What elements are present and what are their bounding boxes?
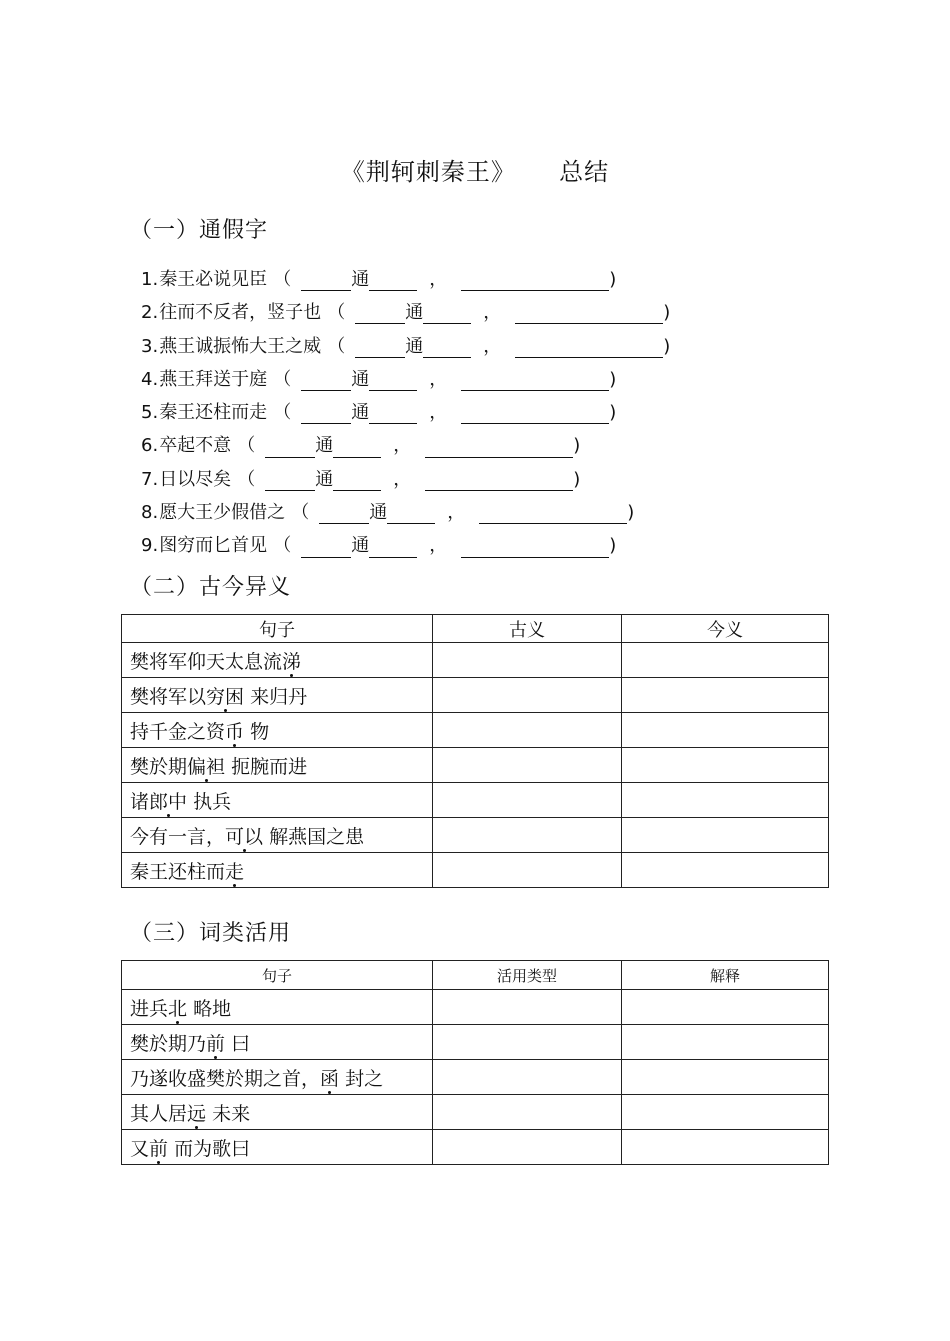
blank-meaning[interactable]: [515, 301, 663, 324]
table-row: [122, 783, 829, 818]
emphasized-word: 北: [168, 997, 188, 1020]
answer-cell[interactable]: [622, 853, 829, 888]
item-number: 5.: [141, 402, 159, 424]
tong-label: 通: [405, 335, 424, 357]
section-heading-gujin: （二）古今异义: [130, 575, 292, 600]
list-item: [141, 463, 670, 496]
sentence-cell: [122, 783, 433, 818]
tong-label: 通: [315, 435, 334, 457]
list-item: [141, 396, 670, 429]
item-sentence: 燕王拜送于庭: [159, 368, 268, 390]
item-number: 8.: [141, 502, 159, 524]
list-item: [141, 496, 670, 529]
answer-cell[interactable]: [622, 1025, 829, 1060]
table-row: [122, 678, 829, 713]
sentence-text-post: 曰: [225, 1032, 251, 1055]
item-number: 3.: [141, 335, 159, 357]
tong-label: 通: [351, 402, 370, 424]
open-paren: （: [273, 368, 292, 390]
emphasized-word: 远: [187, 1102, 207, 1125]
table-row: [122, 713, 829, 748]
sentence-text-post: 来归丹: [244, 685, 308, 708]
blank-original-char[interactable]: [265, 468, 315, 491]
answer-cell[interactable]: [433, 1095, 622, 1130]
emphasized-word: 前: [149, 1137, 169, 1160]
answer-cell[interactable]: [622, 713, 829, 748]
close-paren: ): [609, 535, 617, 557]
open-paren: （: [327, 302, 346, 324]
list-item: [141, 529, 670, 562]
sentence-text-post: 略地: [187, 997, 232, 1020]
tong-label: 通: [351, 535, 370, 557]
header-ancient-meaning: 古义: [433, 615, 622, 643]
table-row: [122, 1095, 829, 1130]
sentence-text-pre: 诸: [130, 790, 150, 813]
header-sentence: 句子: [122, 961, 433, 990]
sentence-text-post: 封之: [339, 1067, 384, 1090]
emphasized-word: 可以: [225, 825, 264, 848]
item-sentence: 燕王诚振怖大王之威: [159, 335, 322, 357]
answer-cell[interactable]: [433, 1025, 622, 1060]
close-paren: ): [663, 335, 671, 357]
answer-cell[interactable]: [433, 1060, 622, 1095]
sentence-text-pre: 樊於期: [130, 755, 188, 778]
sentence-text-pre: 又: [130, 1137, 150, 1160]
item-sentence: 秦王必说见臣: [159, 269, 268, 290]
list-item: [141, 330, 670, 363]
blank-original-char[interactable]: [265, 435, 315, 458]
section-heading-huoyong: （三）词类活用: [130, 921, 292, 946]
sentence-cell: [122, 990, 433, 1025]
table-header-row: [122, 961, 829, 990]
item-sentence: 卒起不意: [159, 435, 232, 457]
sentence-cell: [122, 853, 433, 888]
tongjia-list: [141, 263, 670, 563]
answer-cell[interactable]: [622, 748, 829, 783]
sentence-cell: [122, 713, 433, 748]
blank-meaning[interactable]: [461, 368, 609, 391]
sentence-text-post: 物: [244, 720, 270, 743]
blank-variant-char[interactable]: [369, 268, 417, 291]
page-title: 《荆轲刺秦王》 总结: [340, 158, 610, 186]
item-sentence: 往而不反者，竖子也: [159, 302, 322, 324]
blank-meaning[interactable]: [461, 401, 609, 424]
close-paren: ): [573, 468, 581, 490]
sentence-text-pre: 乃遂收盛樊於期之首，: [130, 1067, 321, 1090]
blank-original-char[interactable]: [301, 535, 351, 558]
answer-cell[interactable]: [433, 783, 622, 818]
table-row: [122, 748, 829, 783]
blank-meaning[interactable]: [425, 435, 573, 458]
sentence-cell: [122, 1095, 433, 1130]
close-paren: ): [609, 368, 617, 390]
tong-label: 通: [405, 302, 424, 324]
tong-label: 通: [351, 269, 370, 290]
comma: ，: [393, 468, 412, 490]
comma: ，: [429, 368, 448, 390]
open-paren: （: [237, 435, 256, 457]
sentence-text-post: 解燕国之患: [263, 825, 365, 848]
sentence-text-pre: 其人居: [130, 1102, 188, 1125]
comma: ，: [429, 269, 448, 290]
open-paren: （: [237, 468, 256, 490]
tong-label: 通: [351, 368, 370, 390]
sentence-text-post: 而为歌曰: [168, 1137, 251, 1160]
list-item: [141, 429, 670, 462]
item-number: 2.: [141, 302, 159, 324]
blank-variant-char[interactable]: [387, 501, 435, 524]
header-explanation: 解释: [622, 961, 829, 990]
close-paren: ): [609, 269, 617, 290]
answer-cell[interactable]: [433, 748, 622, 783]
sentence-cell: [122, 678, 433, 713]
item-number: 6.: [141, 435, 159, 457]
list-item: [141, 263, 670, 296]
gujin-table: [121, 614, 829, 888]
item-sentence: 秦王还柱而走: [159, 402, 268, 424]
blank-variant-char[interactable]: [369, 535, 417, 558]
item-sentence: 日以尽矣: [159, 468, 232, 490]
answer-cell[interactable]: [622, 783, 829, 818]
section-heading-tongjia: （一）通假字: [130, 218, 269, 243]
tong-label: 通: [369, 502, 388, 524]
sentence-text-post: 执兵: [187, 790, 232, 813]
sentence-text-pre: 樊将军以: [130, 685, 207, 708]
emphasized-word: 函: [320, 1067, 340, 1090]
blank-original-char[interactable]: [301, 368, 351, 391]
open-paren: （: [273, 402, 292, 424]
blank-variant-char[interactable]: [369, 368, 417, 391]
item-number: 7.: [141, 468, 159, 490]
table-row: [122, 990, 829, 1025]
answer-cell[interactable]: [622, 1095, 829, 1130]
sentence-text-pre: 秦王还柱而: [130, 860, 226, 883]
blank-meaning[interactable]: [461, 535, 609, 558]
table-row: [122, 1060, 829, 1095]
sentence-text-pre: 樊将军仰天太息流: [130, 650, 283, 673]
list-item: [141, 296, 670, 329]
close-paren: ): [627, 502, 635, 524]
blank-meaning[interactable]: [461, 268, 609, 291]
answer-cell[interactable]: [622, 818, 829, 853]
blank-variant-char[interactable]: [333, 468, 381, 491]
emphasized-word: 穷困: [206, 685, 245, 708]
comma: ，: [483, 302, 502, 324]
open-paren: （: [273, 269, 292, 290]
sentence-cell: [122, 818, 433, 853]
blank-variant-char[interactable]: [369, 401, 417, 424]
close-paren: ): [609, 402, 617, 424]
emphasized-word: 币: [225, 720, 245, 743]
blank-original-char[interactable]: [319, 501, 369, 524]
answer-cell[interactable]: [622, 1060, 829, 1095]
item-sentence: 愿大王少假借之: [159, 502, 286, 524]
answer-cell[interactable]: [433, 818, 622, 853]
item-number: 1.: [141, 269, 159, 290]
close-paren: ): [663, 302, 671, 324]
blank-meaning[interactable]: [425, 468, 573, 491]
emphasized-word: 偏袒: [187, 755, 226, 778]
blank-original-char[interactable]: [301, 401, 351, 424]
blank-original-char[interactable]: [301, 268, 351, 291]
blank-original-char[interactable]: [355, 335, 405, 358]
item-number: 4.: [141, 368, 159, 390]
header-usage-type: 活用类型: [433, 961, 622, 990]
emphasized-word: 涕: [282, 650, 302, 673]
table-row: [122, 1025, 829, 1060]
answer-cell[interactable]: [433, 678, 622, 713]
close-paren: ): [573, 435, 581, 457]
answer-cell[interactable]: [433, 1130, 622, 1165]
answer-cell[interactable]: [622, 990, 829, 1025]
comma: ，: [429, 535, 448, 557]
answer-cell[interactable]: [433, 853, 622, 888]
item-sentence: 图穷而匕首见: [159, 535, 268, 557]
table-row: [122, 853, 829, 888]
sentence-cell: [122, 1130, 433, 1165]
sentence-text-post: 扼腕而进: [225, 755, 308, 778]
huoyong-table: [121, 960, 829, 1165]
comma: ，: [483, 335, 502, 357]
comma: ，: [393, 435, 412, 457]
answer-cell[interactable]: [622, 643, 829, 678]
sentence-cell: [122, 1025, 433, 1060]
answer-cell[interactable]: [433, 990, 622, 1025]
table-row: [122, 818, 829, 853]
tong-label: 通: [315, 468, 334, 490]
sentence-text-pre: 今有一言，: [130, 825, 226, 848]
blank-variant-char[interactable]: [423, 301, 471, 324]
blank-variant-char[interactable]: [423, 335, 471, 358]
open-paren: （: [273, 535, 292, 557]
header-sentence: 句子: [122, 615, 433, 643]
sentence-cell: [122, 643, 433, 678]
blank-original-char[interactable]: [355, 301, 405, 324]
header-modern-meaning: 今义: [622, 615, 829, 643]
blank-variant-char[interactable]: [333, 435, 381, 458]
open-paren: （: [291, 502, 310, 524]
open-paren: （: [327, 335, 346, 357]
emphasized-word: 前: [206, 1032, 226, 1055]
emphasized-word: 郎中: [149, 790, 188, 813]
list-item: [141, 363, 670, 396]
answer-cell[interactable]: [433, 713, 622, 748]
sentence-cell: [122, 1060, 433, 1095]
sentence-text-pre: 持千金之资: [130, 720, 226, 743]
answer-cell[interactable]: [622, 1130, 829, 1165]
item-number: 9.: [141, 535, 159, 557]
table-row: [122, 643, 829, 678]
sentence-text-post: 未来: [206, 1102, 251, 1125]
table-row: [122, 1130, 829, 1165]
blank-meaning[interactable]: [515, 335, 663, 358]
emphasized-word: 走: [225, 860, 245, 883]
comma: ，: [447, 502, 466, 524]
sentence-text-pre: 进兵: [130, 997, 169, 1020]
table-header-row: [122, 615, 829, 643]
blank-meaning[interactable]: [479, 501, 627, 524]
sentence-cell: [122, 748, 433, 783]
answer-cell[interactable]: [622, 678, 829, 713]
comma: ，: [429, 402, 448, 424]
answer-cell[interactable]: [433, 643, 622, 678]
sentence-text-pre: 樊於期乃: [130, 1032, 207, 1055]
